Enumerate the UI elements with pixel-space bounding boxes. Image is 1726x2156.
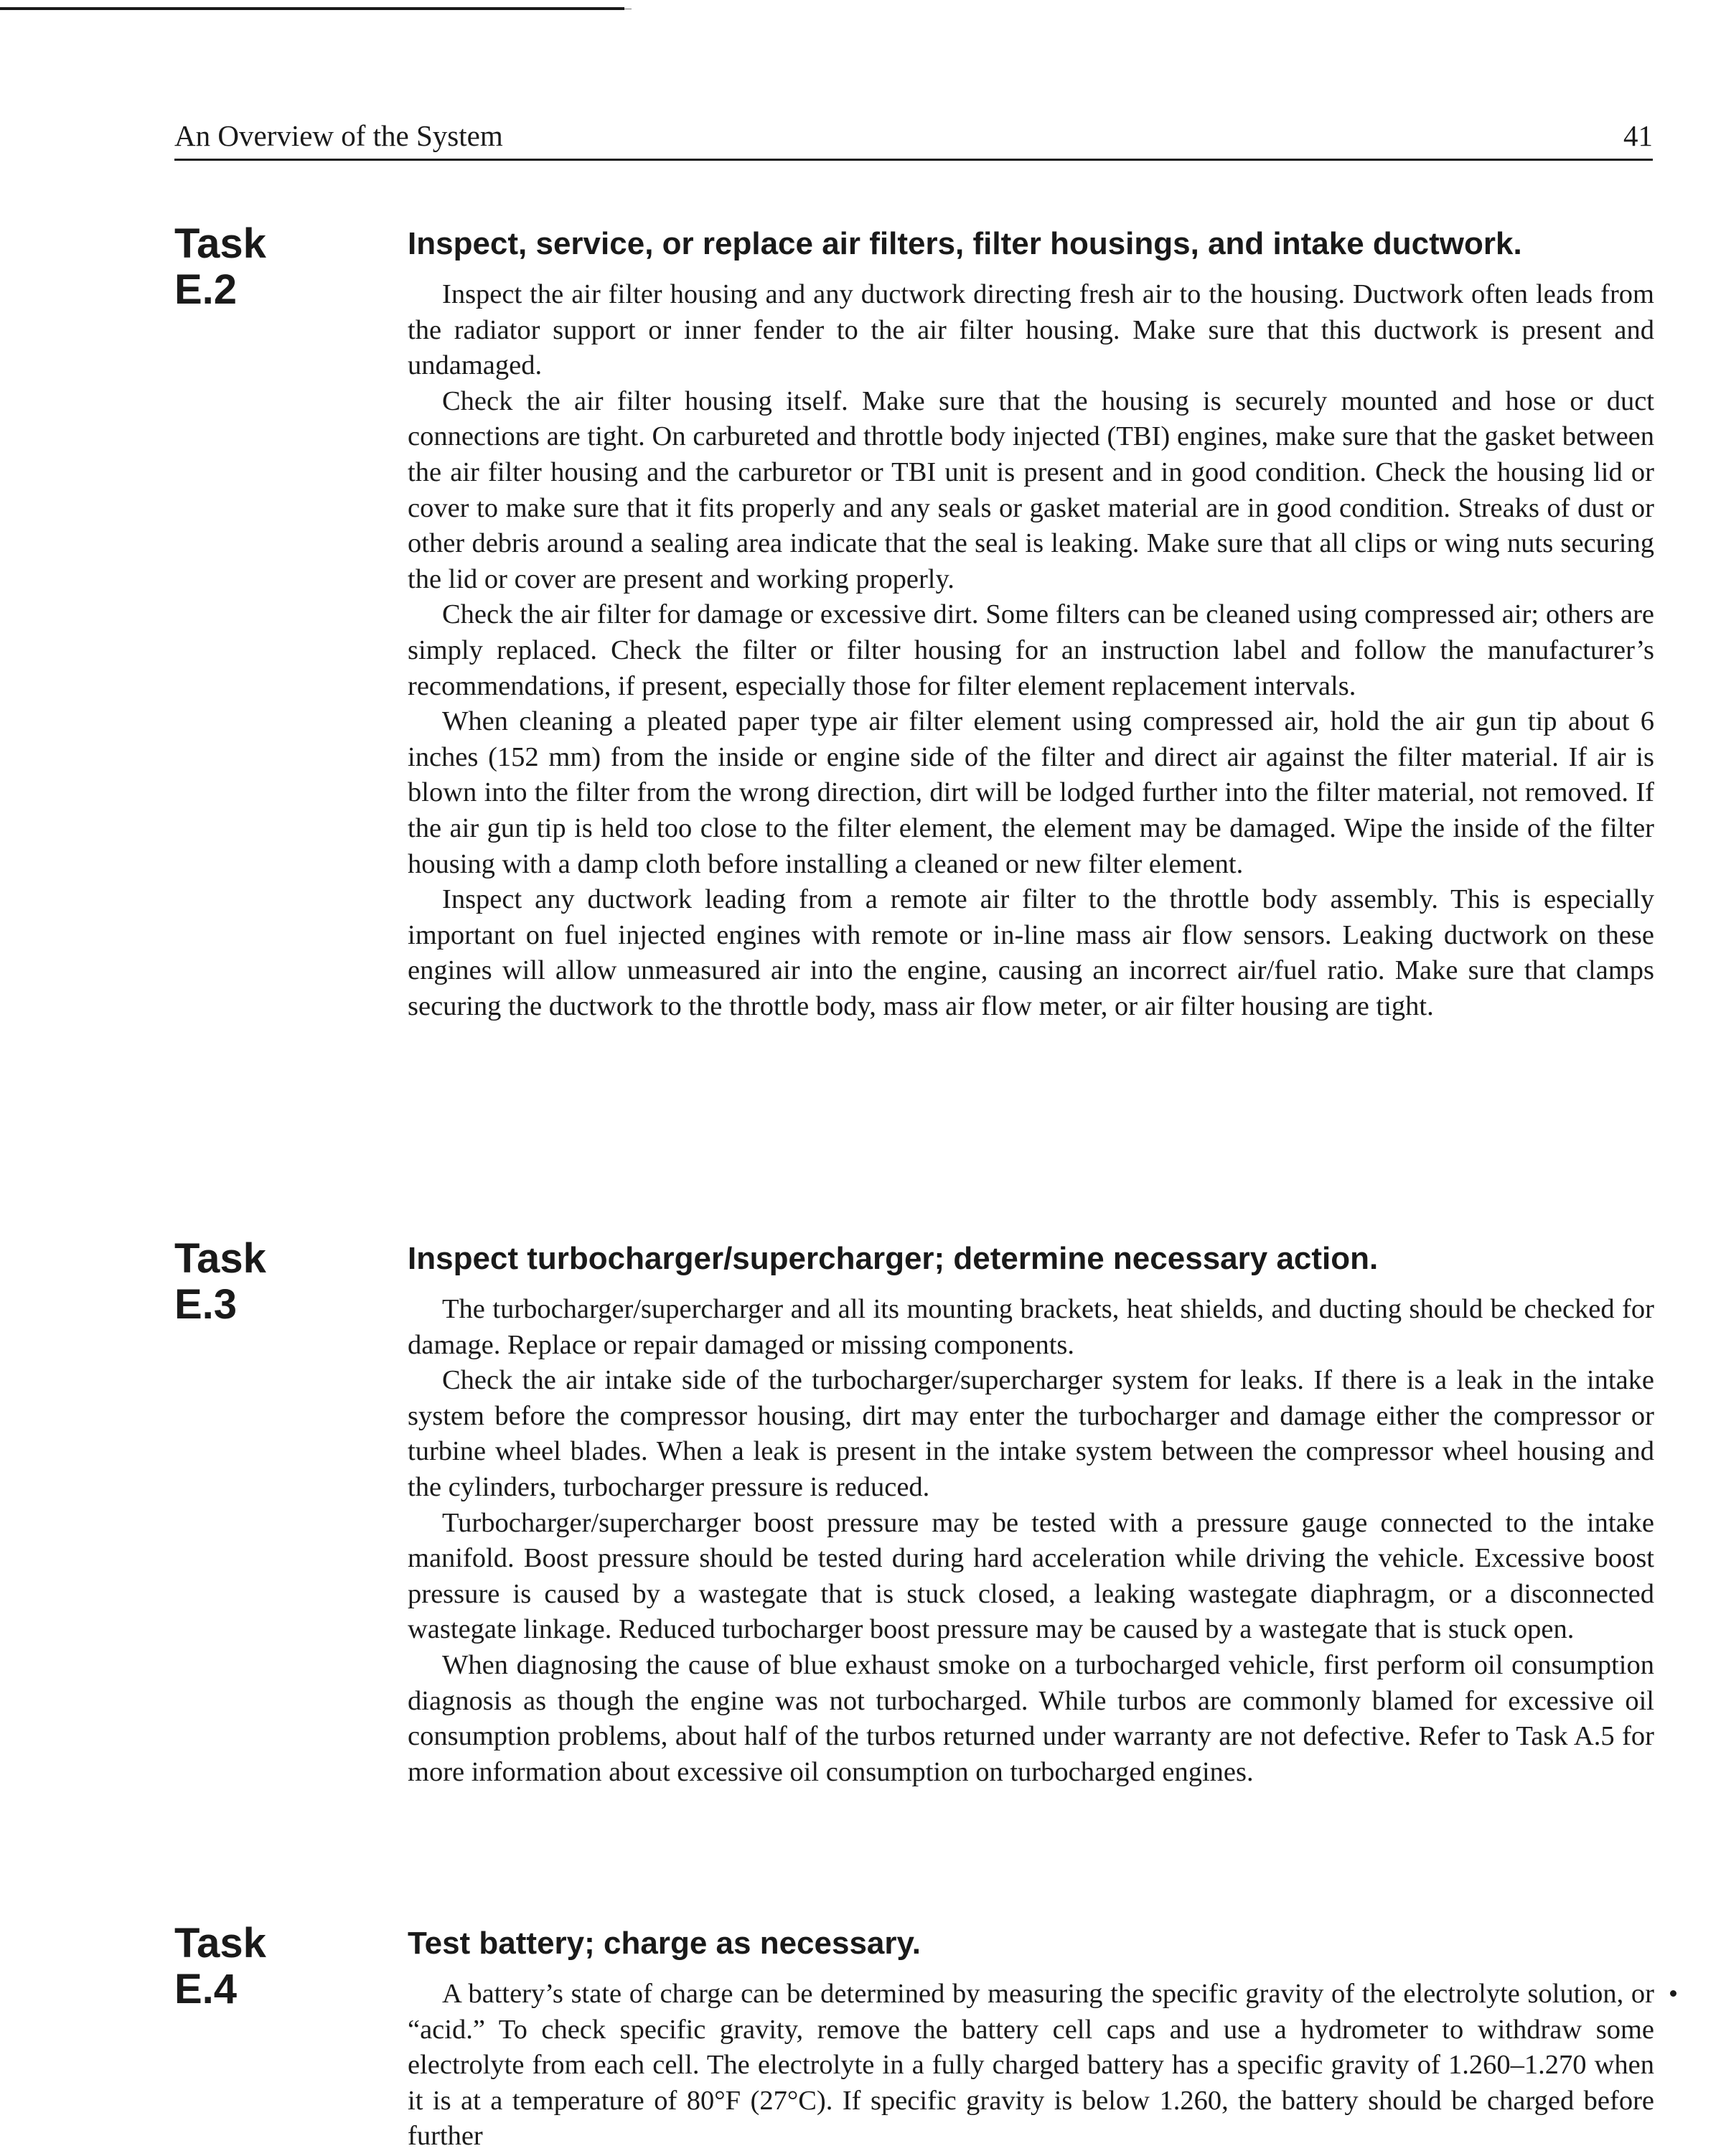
page-number: 41 (1623, 119, 1653, 152)
task-label-id: E.3 (174, 1281, 238, 1328)
task-title: Inspect, service, or replace air filters, filter housings, and intake ductwork. (408, 226, 1522, 261)
paragraph: When cleaning a pleated paper type air filter element using compressed air, hold the air gun tip about 6 inches (152 mm) from the inside or engine side of the filter and direct air against the filter material. If air is blown into the filter from the wrong direction, dirt will be lodged further into the filter material, not removed. If the air gun tip is held too close to the filter element, the element may be damaged. Wipe the inside of the filter housing with a damp cloth before installing a cleaned or new filter element. (408, 706, 1654, 879)
paragraph: Check the air filter for damage or excessive dirt. Some filters can be cleaned using compressed air; others are simply replaced. Check the filter or filter housing for an instruction label and follow the manufacturer’s recommendations, if present, especially those for filter element replacement intervals. (408, 599, 1654, 701)
margin-dot (1670, 1990, 1676, 1997)
task-body (408, 1236, 1654, 1790)
task-text (408, 1292, 1654, 1790)
top-border-rule (0, 7, 624, 10)
task-text (408, 1977, 1654, 2155)
running-header (174, 115, 1653, 161)
task-text (408, 277, 1654, 1024)
paragraph: A battery’s state of charge can be determined by measuring the specific gravity of the electrolyte solution, or “acid.” To check specific gravity, remove the battery cell caps and use a hydrometer to withdraw some electrolyte from each cell. The electrolyte in a fully charged battery has a specific gravity of 1.260–1.270 when it is at a temperature of 80°F (27°C). If specific gravity is below 1.260, the battery should be charged before further (408, 1979, 1654, 2152)
task-label-word: Task (174, 1920, 266, 1967)
task-label-id: E.4 (174, 1966, 238, 2012)
task-body (408, 1921, 1654, 2155)
paragraph: Inspect any ductwork leading from a remote air filter to the throttle body assembly. This is especially important on fuel injected engines with remote or in-line mass air flow sensors. Leaking ductwork on these engines will allow unmeasured air into the engine, causing an incorrect air/fuel ratio. Make sure that clamps securing the ductwork to the throttle body, mass air flow meter, or air filter housing are tight. (408, 884, 1654, 1021)
task-title: Test battery; charge as necessary. (408, 1926, 921, 1961)
task-label (174, 1921, 375, 2012)
paragraph: Inspect the air filter housing and any ductwork directing fresh air to the housing. Ductwork often leads from the radiator support or inner fender to the air filter housing. Make sure that this ductwork is present and undamaged. (408, 279, 1654, 381)
task-label-word: Task (174, 220, 266, 267)
paragraph: Check the air filter housing itself. Make sure that the housing is securely mounted and hose or duct connections are tight. On carbureted and throttle body injected (TBI) engines, make sure that the gasket between the air filter housing and the carburetor or TBI unit is present and in good condition. Check the housing lid or cover to make sure that it fits properly and any seals or gasket material are in good condition. Streaks of dust or other debris around a sealing area indicate that the seal is leaking. Make sure that all clips or wing nuts securing the lid or cover are present and working properly. (408, 385, 1654, 594)
paragraph: Turbocharger/supercharger boost pressure may be tested with a pressure gauge connected to the intake manifold. Boost pressure should be tested during hard acceleration while driving the vehicle. Excessive boost pressure is caused by a wastegate that is stuck closed, a leaking wastegate diaphragm, or a disconnected wastegate linkage. Reduced turbocharger boost pressure may be caused by a wastegate that is stuck open. (408, 1507, 1654, 1645)
task-label-word: Task (174, 1235, 266, 1282)
paragraph: The turbocharger/supercharger and all its mounting brackets, heat shields, and ducting should be checked for damage. Replace or repair damaged or missing components. (408, 1294, 1654, 1360)
task-label (174, 221, 375, 313)
paragraph: Check the air intake side of the turbocharger/supercharger system for leaks. If there is a leak in the intake system before the compressor housing, dirt may enter the turbocharger and damage either the compressor or turbine wheel blades. When a leak is present in the intake system between the compressor wheel housing and the cylinders, turbocharger pressure is reduced. (408, 1365, 1654, 1502)
paragraph: When diagnosing the cause of blue exhaust smoke on a turbocharged vehicle, first perform oil consumption diagnosis as though the engine was not turbocharged. While turbos are commonly blamed for excessive oil consumption problems, about half of the turbos returned under warranty are not defective. Refer to Task A.5 for more information about excessive oil consumption on turbocharged engines. (408, 1649, 1654, 1787)
running-head-title: An Overview of the System (174, 119, 503, 152)
task-label-id: E.2 (174, 266, 238, 313)
task-label (174, 1236, 375, 1328)
task-title: Inspect turbocharger/supercharger; determine necessary action. (408, 1241, 1379, 1276)
task-body (408, 221, 1654, 1024)
